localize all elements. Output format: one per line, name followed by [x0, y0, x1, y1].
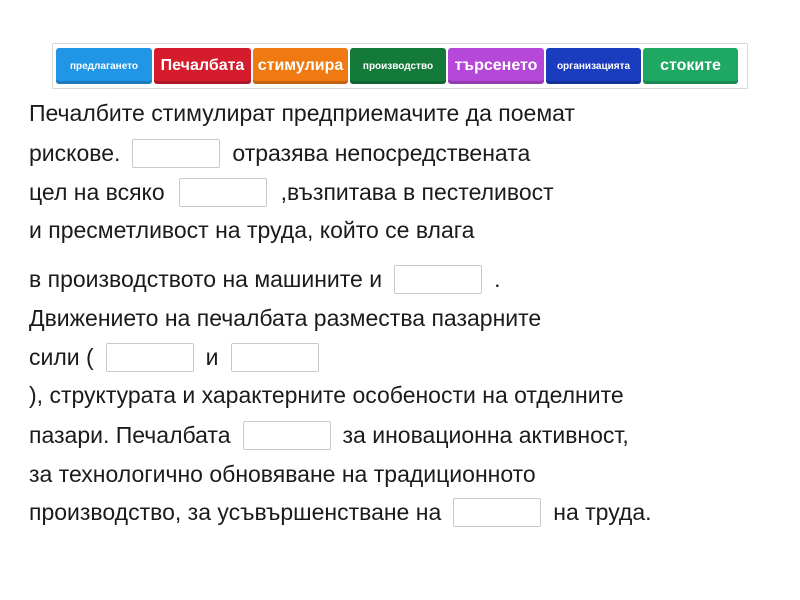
passage-line-4 — [29, 215, 474, 245]
passage-text: ), структурата и характерните особености на отделните — [29, 382, 624, 408]
answer-blank-7[interactable] — [453, 498, 541, 527]
passage-text: отразява непосредствената — [232, 140, 531, 166]
passage-line-6 — [29, 303, 541, 333]
passage-text: на труда. — [553, 499, 652, 525]
answer-blank-4[interactable] — [106, 343, 194, 372]
passage-line-10 — [29, 459, 536, 489]
word-chip-predlaganeto[interactable]: предлагането — [56, 48, 152, 84]
passage-text: цел на всяко — [29, 179, 165, 205]
passage-text: сили ( — [29, 344, 94, 370]
passage-text: в производството на машините и — [29, 266, 383, 292]
passage-line-5 — [29, 264, 500, 294]
answer-blank-6[interactable] — [243, 421, 331, 450]
passage-text: пазари. Печалбата — [29, 422, 231, 448]
word-chip-stimulira[interactable]: стимулира — [253, 48, 348, 84]
word-chip-stokite[interactable]: стоките — [643, 48, 738, 84]
passage-text: за технологично обновяване на традиционното — [29, 461, 536, 487]
passage-text: Печалбите стимулират предприемачите да поемат — [29, 100, 575, 126]
answer-blank-3[interactable] — [394, 265, 482, 294]
word-chip-pechalbata[interactable]: Печалбата — [154, 48, 251, 84]
passage-line-11 — [29, 497, 652, 527]
word-chip-tarseneto[interactable]: търсенето — [448, 48, 544, 84]
passage-text: рискове. — [29, 140, 121, 166]
answer-blank-2[interactable] — [179, 178, 267, 207]
passage-text: Движението на печалбата размества пазарните — [29, 305, 542, 331]
answer-blank-1[interactable] — [132, 139, 220, 168]
passage-text: и — [205, 344, 219, 370]
passage-line-7 — [29, 342, 331, 372]
passage-text: . — [494, 266, 501, 292]
passage-text: ,възпитава в пестеливост — [280, 179, 554, 205]
passage-line-9 — [29, 420, 629, 450]
word-chip-proizvodstvo[interactable]: производство — [350, 48, 446, 84]
passage-text: и пресметливост на труда, който се влага — [29, 217, 475, 243]
passage-line-3 — [29, 177, 554, 207]
word-chip-organizaciyata[interactable]: организацията — [546, 48, 641, 84]
answer-blank-5[interactable] — [231, 343, 319, 372]
passage-text: производство, за усъвършенстване на — [29, 499, 442, 525]
passage-line-2 — [29, 138, 530, 168]
passage-text: за иновационна активност, — [342, 422, 629, 448]
passage-line-1 — [29, 98, 575, 128]
passage-line-8 — [29, 380, 624, 410]
